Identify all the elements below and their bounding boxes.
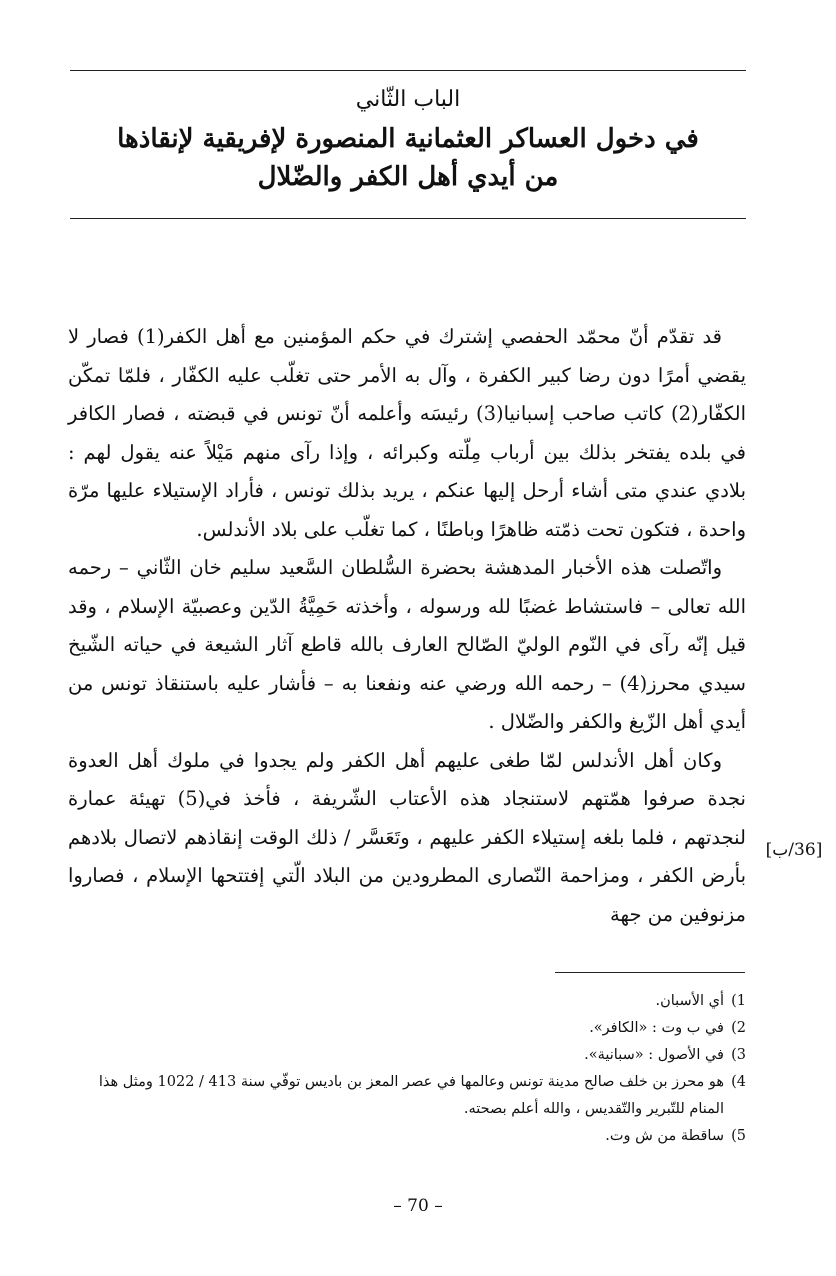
footnote-item bbox=[68, 1123, 746, 1150]
paragraph-2: واتّصلت هذه الأخبار المدهشة بحضرة السُّلطان السَّعيد سليم خان الثّاني – رحمه الله تعالى – فاستشاط غضبًا لله ورسوله ، وأخذته حَمِيَّةُ الدّين وعصبيّة الإسلام ، وقد قيل إنّه رآى في النّوم الوليّ الصّالح العارف بالله قاطع آثار الشيعة في حياته الشّيخ سيدي محرز(4) – رحمه الله ورضي عنه ونفعنا به – فأشار عليه باستنقاذ تونس من أيدي أهل الزّيغ والكفر والضّلال . bbox=[68, 556, 746, 733]
footnote-item bbox=[68, 988, 746, 1015]
footnote-number: 5) bbox=[731, 1128, 746, 1144]
page-number: – 70 – bbox=[393, 1196, 443, 1216]
chapter-title-line-1: في دخول العساكر العثمانية المنصورة لإفريقية لإنقاذها bbox=[117, 124, 699, 154]
body-text bbox=[68, 318, 746, 934]
footnotes bbox=[68, 988, 746, 1150]
footnote-number: 3) bbox=[731, 1047, 746, 1063]
paragraph-3: وكان أهل الأندلس لمّا طغى عليهم أهل الكفر ولم يجدوا في ملوك أهل العدوة نجدة صرفوا همّتهم لاستنجاد هذه الأعتاب الشّريفة ، فأخذ في(5) تهيئة عمارة لنجدتهم ، فلما بلغه إستيلاء الكفر عليهم ، وتَعَسَّر / ذلك الوقت إنقاذهم لاتصال بلادهم بأرض الكفر ، ومزاحمة النّصارى المطرودين من البلاد الّتي إفتتحها الإسلام ، فصاروا مزنوفين من جهة bbox=[68, 748, 746, 926]
paragraph-1: قد تقدّم أنّ محمّد الحفصي إشترك في حكم المؤمنين مع أهل الكفر(1) فصار لا يقضي أمرًا دون رضا كبير الكفرة ، وآل به الأمر حتى تغلّب عليه الكفّار ، فلمّا تمكّن الكفّار(2) كاتب صاحب إسبانيا(3) رئيسَه وأعلمه أنّ تونس في قبضته ، فصار الكافر في بلده يفتخر بذلك بين أرباب مِلّته وكبرائه ، وإذا رآى منهم مَيْلاً عنه يقول لهم : بلادي عندي متى أشاء أرحل إليها عنكم ، يريد بذلك تونس ، فأراد الإستيلاء عليها مرّة واحدة ، فتكون تحت ذمّته ظاهرًا وباطنًا ، كما تغلّب على بلاد الأندلس. bbox=[68, 325, 746, 541]
footnote-text: ساقطة من ش وت. bbox=[605, 1128, 724, 1144]
footnote-text: في ب وت : «الكافر». bbox=[589, 1020, 724, 1036]
chapter-header bbox=[70, 86, 746, 194]
footnote-separator bbox=[555, 972, 745, 973]
footnote-number: 4) bbox=[731, 1074, 746, 1090]
footnote-item bbox=[68, 1042, 746, 1069]
chapter-title-line-2: من أيدي أهل الكفر والضّلال bbox=[257, 162, 559, 192]
footnote-item bbox=[68, 1015, 746, 1042]
margin-folio-note: [36/ب] bbox=[765, 840, 823, 860]
footnote-number: 2) bbox=[731, 1020, 746, 1036]
footnote-text: هو محرز بن خلف صالح مدينة تونس وعالمها في عصر المعز بن باديس توفّي سنة 413 / 1022 ومثل هذا المنام للتّبرير والتّقديس ، والله أعلم بصحته. bbox=[98, 1074, 724, 1117]
chapter-label: الباب الثّاني bbox=[355, 87, 461, 112]
footnote-text: في الأصول : «سبانية». bbox=[584, 1047, 724, 1063]
header-bottom-rule bbox=[70, 218, 746, 219]
footnote-number: 1) bbox=[731, 993, 746, 1009]
top-rule bbox=[70, 70, 746, 71]
footnote-text: أي الأسبان. bbox=[655, 993, 724, 1009]
footnote-item bbox=[68, 1069, 746, 1123]
